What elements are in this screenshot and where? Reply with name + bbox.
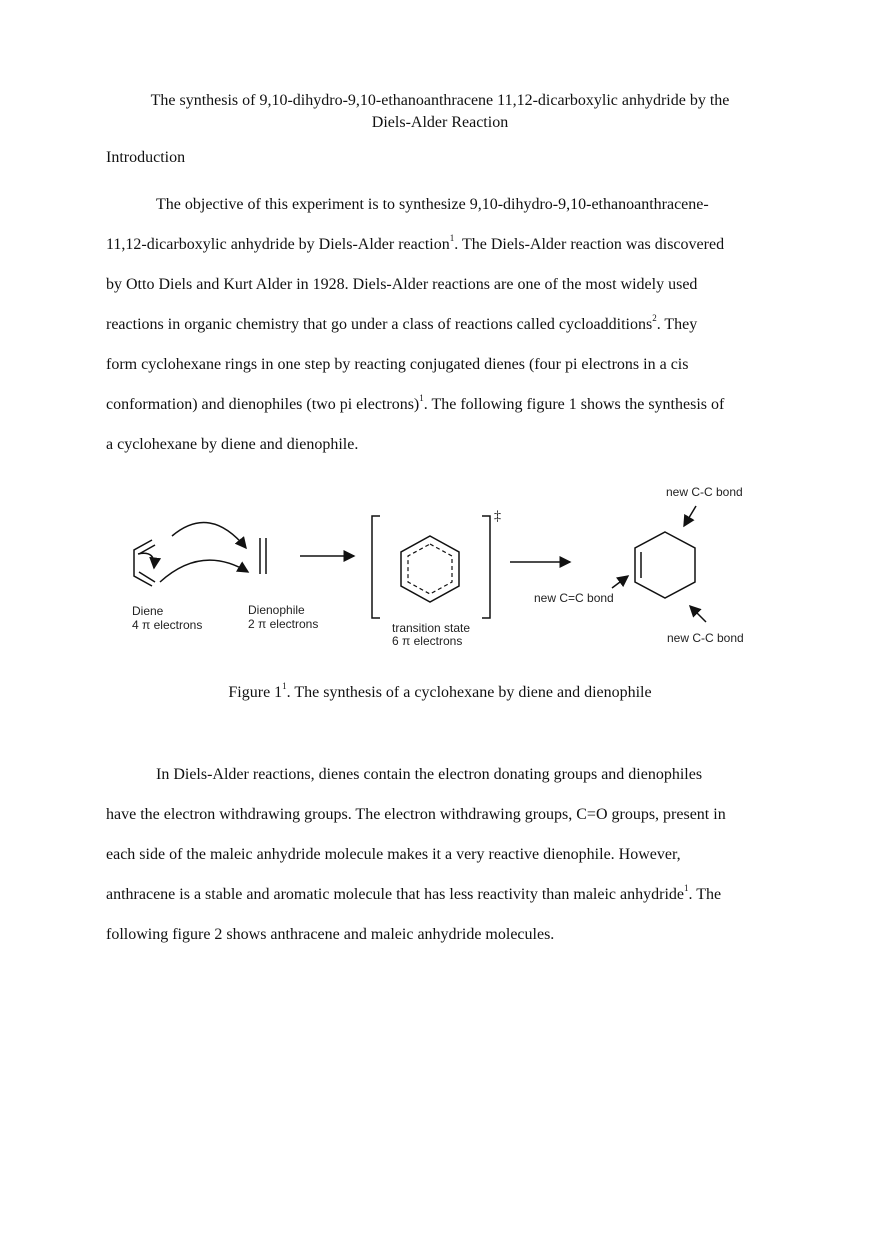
transition-state-electrons-label: 6 π electrons <box>392 634 463 648</box>
diene-structure <box>134 523 248 586</box>
dienophile-structure <box>260 538 266 574</box>
double-dagger-symbol: ‡ <box>494 509 501 524</box>
figure-1-diagram <box>110 478 770 658</box>
title-line-2: Diels-Alder Reaction <box>371 114 509 131</box>
citation-ref: 1 <box>449 233 455 243</box>
transition-state-label: transition state <box>392 621 471 635</box>
text-run: conformation) and dienophiles (two pi electrons) <box>106 396 420 413</box>
text-run: . They <box>656 316 698 333</box>
paragraph-line: The objective of this experiment is to synthesize 9,10-dihydro-9,10-ethanoanthracene- <box>156 196 709 213</box>
dienophile-label: Dienophile <box>248 603 305 617</box>
diene-electrons-label: 4 π electrons <box>132 618 203 632</box>
new-ceqc-bond-label: new C=C bond <box>534 591 614 605</box>
annotation-arrows <box>612 506 706 622</box>
citation-ref: 1 <box>683 883 689 893</box>
title-line-1: The synthesis of 9,10-dihydro-9,10-ethanoanthracene 11,12-dicarboxylic anhydride by the <box>150 92 730 109</box>
text-run: 11,12-dicarboxylic anhydride by Diels-Alder reaction <box>106 236 450 253</box>
caption-text: . The synthesis of a cyclohexane by diene and dienophile <box>286 684 652 701</box>
citation-ref: 1 <box>419 393 424 403</box>
paragraph-line <box>106 394 776 434</box>
transition-state-brackets <box>372 516 490 618</box>
intro-paragraph <box>106 194 776 474</box>
cyclohexene-product <box>635 532 695 598</box>
new-cc-bond-top-label: new C-C bond <box>666 485 743 499</box>
dienophile-electrons-label: 2 π electrons <box>248 617 319 631</box>
paragraph-line: each side of the maleic anhydride molecule makes it a very reactive dienophile. However, <box>106 846 681 863</box>
transition-state-ring <box>401 536 459 602</box>
paragraph-line: by Otto Diels and Kurt Alder in 1928. Diels-Alder reactions are one of the most widely used <box>106 276 698 293</box>
citation-ref: 1 <box>282 681 287 691</box>
paragraph-line <box>106 314 776 354</box>
text-run: . The following figure 1 shows the synthesis of <box>423 396 725 413</box>
caption-text: Figure 1 <box>228 684 283 701</box>
paragraph-line: In Diels-Alder reactions, dienes contain the electron donating groups and dienophiles <box>156 766 703 783</box>
diene-label: Diene <box>132 604 164 618</box>
paragraph-line <box>106 234 776 274</box>
reactivity-paragraph <box>106 764 776 964</box>
paragraph-line: have the electron withdrawing groups. The electron withdrawing groups, C=O groups, present in <box>106 806 726 823</box>
document-title <box>0 90 880 134</box>
section-heading: Introduction <box>106 149 186 166</box>
paragraph-line <box>106 884 776 924</box>
text-run: . The <box>688 886 722 903</box>
figure-1-caption <box>0 682 880 704</box>
paragraph-line: following figure 2 shows anthracene and maleic anhydride molecules. <box>106 926 555 943</box>
text-run: reactions in organic chemistry that go under a class of reactions called cycloadditions <box>106 316 653 333</box>
text-run: . The Diels-Alder reaction was discovered <box>454 236 725 253</box>
new-cc-bond-bottom-label: new C-C bond <box>667 631 744 645</box>
paragraph-line: a cyclohexane by diene and dienophile. <box>106 436 359 453</box>
text-run: anthracene is a stable and aromatic molecule that has less reactivity than maleic anhydride <box>106 886 684 903</box>
citation-ref: 2 <box>652 313 657 323</box>
paragraph-line: form cyclohexane rings in one step by reacting conjugated dienes (four pi electrons in a cis <box>106 356 689 373</box>
